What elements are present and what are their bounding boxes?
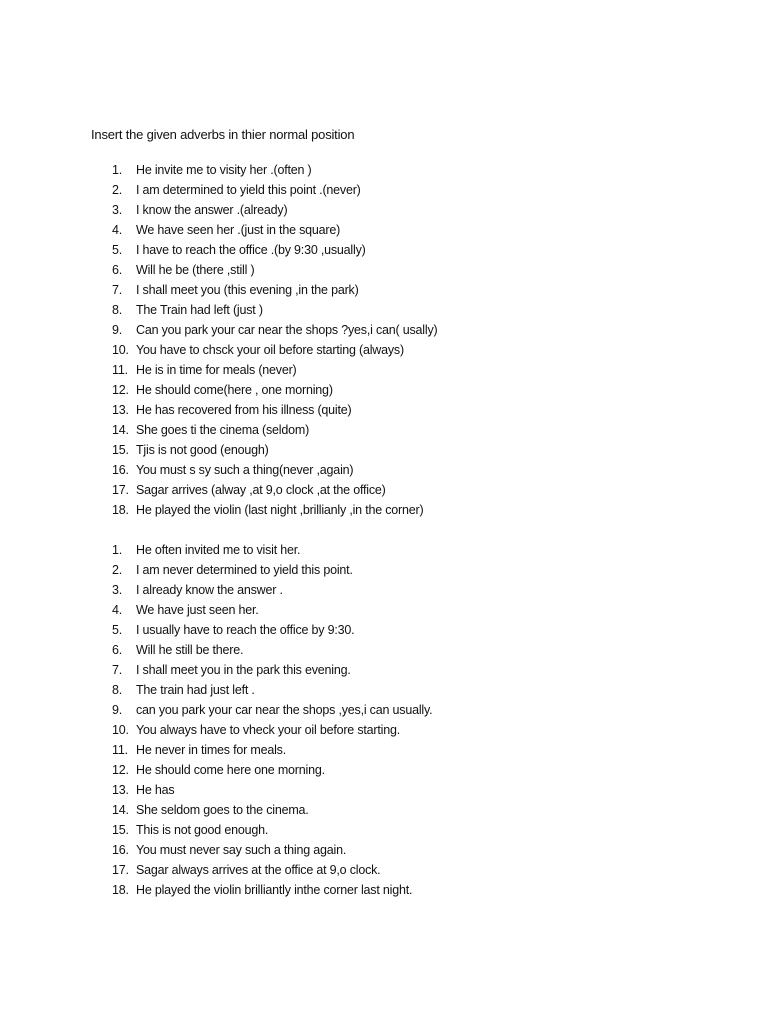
question-number: 5. — [112, 243, 123, 257]
answer-text: The train had just left . — [136, 683, 255, 697]
question-number: 8. — [112, 303, 123, 317]
question-text: He should come(here , one morning) — [136, 383, 333, 397]
answer-text: He has — [136, 783, 175, 797]
answer-number: 17. — [112, 863, 129, 877]
answer-number: 6. — [112, 643, 123, 657]
question-text: I shall meet you (this evening ,in the park) — [136, 283, 359, 297]
question-text: I am determined to yield this point .(never) — [136, 183, 361, 197]
answer-text: I shall meet you in the park this evening. — [136, 663, 351, 677]
question-text: Can you park your car near the shops ?yes,i can( usally) — [136, 323, 438, 337]
question-text: I have to reach the office .(by 9:30 ,usually) — [136, 243, 366, 257]
question-number: 11. — [112, 363, 128, 377]
question-number: 12. — [112, 383, 129, 397]
question-text: I know the answer .(already) — [136, 203, 288, 217]
answer-text: can you park your car near the shops ,yes,i can usually. — [136, 703, 433, 717]
answer-number: 9. — [112, 703, 123, 717]
question-number: 13. — [112, 403, 129, 417]
answer-text: I am never determined to yield this point. — [136, 563, 353, 577]
question-text: He has recovered from his illness (quite) — [136, 403, 352, 417]
answer-text: This is not good enough. — [136, 823, 269, 837]
answer-text: Will he still be there. — [136, 643, 244, 657]
question-text: Tjis is not good (enough) — [136, 443, 269, 457]
answer-number: 10. — [112, 723, 129, 737]
question-number: 1. — [112, 163, 123, 177]
answer-number: 3. — [112, 583, 123, 597]
question-number: 2. — [112, 183, 123, 197]
question-text: You must s sy such a thing(never ,again) — [136, 463, 354, 477]
answer-text: He played the violin brilliantly inthe corner last night. — [136, 883, 413, 897]
question-text: He is in time for meals (never) — [136, 363, 297, 377]
answer-text: I usually have to reach the office by 9:30. — [136, 623, 355, 637]
question-text: She goes ti the cinema (seldom) — [136, 423, 310, 437]
question-number: 14. — [112, 423, 129, 437]
question-text: He invite me to visity her .(often ) — [136, 163, 312, 177]
question-number: 17. — [112, 483, 129, 497]
answer-number: 15. — [112, 823, 129, 837]
answer-number: 18. — [112, 883, 129, 897]
answer-number: 8. — [112, 683, 123, 697]
answer-number: 5. — [112, 623, 123, 637]
answer-text: You always have to vheck your oil before starting. — [136, 723, 400, 737]
question-text: Sagar arrives (alway ,at 9,o clock ,at the office) — [136, 483, 386, 497]
answer-number: 16. — [112, 843, 129, 857]
answer-number: 1. — [112, 543, 123, 557]
answer-text: Sagar always arrives at the office at 9,o clock. — [136, 863, 381, 877]
question-text: You have to chsck your oil before starting (always) — [136, 343, 404, 357]
question-number: 15. — [112, 443, 129, 457]
question-text: We have seen her .(just in the square) — [136, 223, 341, 237]
question-number: 6. — [112, 263, 123, 277]
answer-number: 12. — [112, 763, 129, 777]
answer-number: 4. — [112, 603, 123, 617]
question-number: 3. — [112, 203, 123, 217]
question-number: 10. — [112, 343, 129, 357]
answer-number: 7. — [112, 663, 123, 677]
question-number: 18. — [112, 503, 129, 517]
answer-text: I already know the answer . — [136, 583, 283, 597]
answer-text: You must never say such a thing again. — [136, 843, 347, 857]
answer-text: He often invited me to visit her. — [136, 543, 301, 557]
question-number: 7. — [112, 283, 123, 297]
answer-number: 2. — [112, 563, 123, 577]
answer-text: He never in times for meals. — [136, 743, 287, 757]
answer-text: We have just seen her. — [136, 603, 259, 617]
question-number: 9. — [112, 323, 123, 337]
question-number: 4. — [112, 223, 123, 237]
question-text: Will he be (there ,still ) — [136, 263, 255, 277]
instruction-heading: Insert the given adverbs in thier normal position — [91, 127, 355, 142]
question-number: 16. — [112, 463, 129, 477]
answer-number: 13. — [112, 783, 129, 797]
question-text: The Train had left (just ) — [136, 303, 263, 317]
answer-text: She seldom goes to the cinema. — [136, 803, 309, 817]
answer-number: 14. — [112, 803, 129, 817]
answer-text: He should come here one morning. — [136, 763, 325, 777]
answer-number: 11. — [112, 743, 128, 757]
question-text: He played the violin (last night ,brillianly ,in the corner) — [136, 503, 424, 517]
